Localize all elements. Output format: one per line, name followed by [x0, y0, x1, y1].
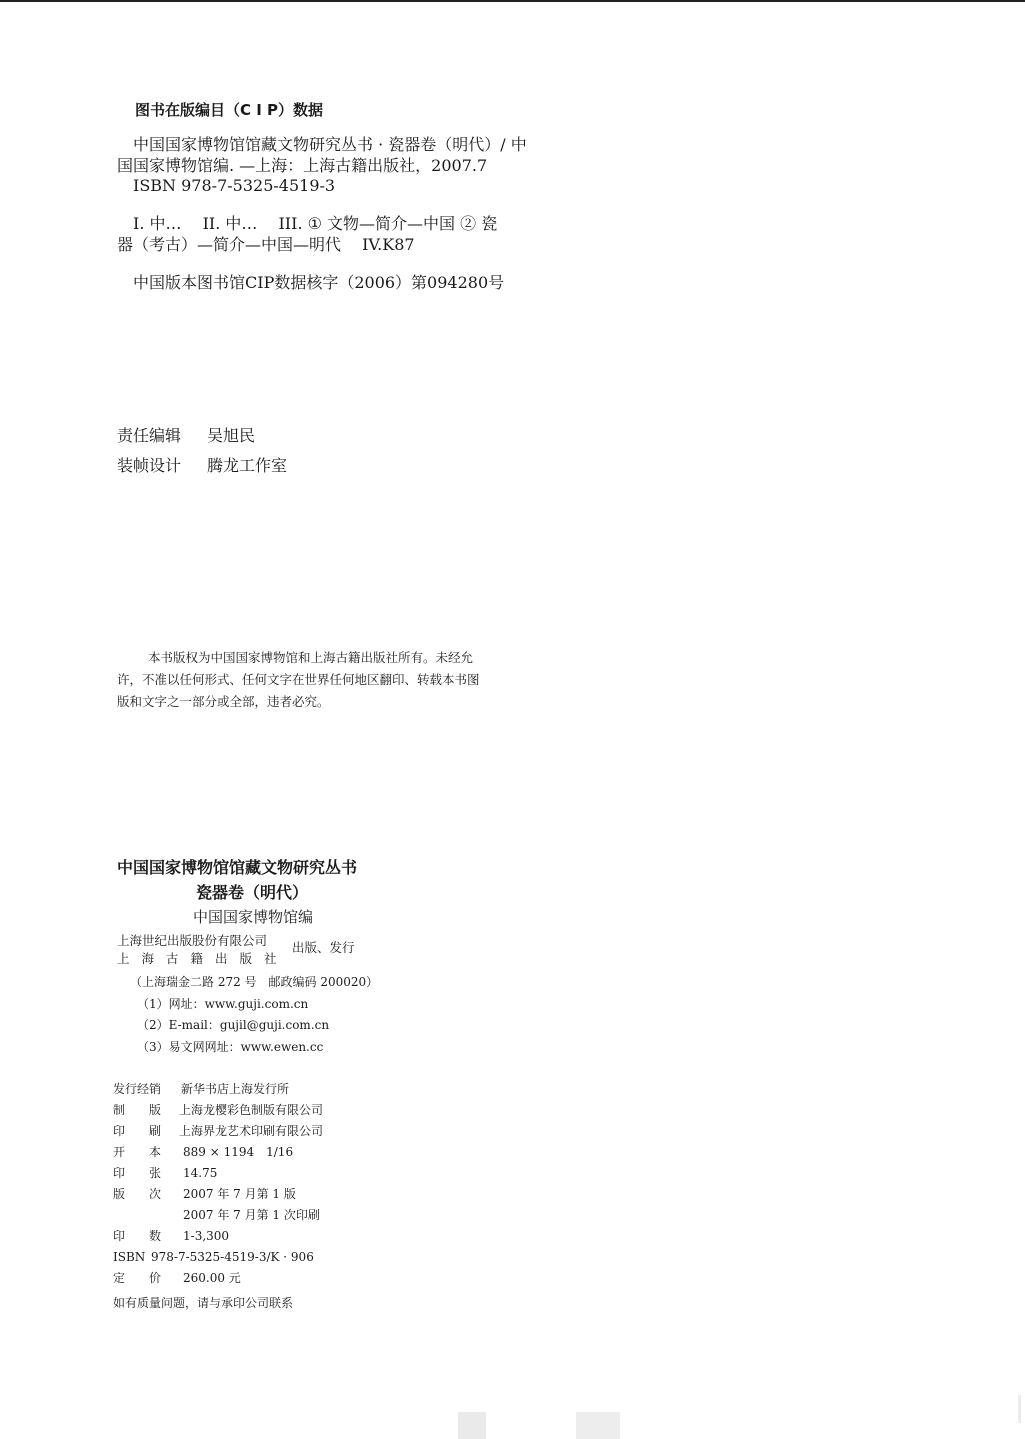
spec-value: 上海龙樱彩色制版有限公司 — [179, 1103, 324, 1117]
spec-label: 印 数 — [113, 1229, 162, 1243]
publisher-2: 上海古籍出版社 — [117, 951, 289, 966]
spec-label: 制 版 — [113, 1103, 162, 1117]
spec-value: 上海界龙艺术印刷有限公司 — [179, 1124, 324, 1138]
scan-top-border — [0, 0, 1025, 2]
copyright-line-1: 本书版权为中国国家博物馆和上海古籍出版社所有。未经允 — [148, 650, 474, 665]
spec-value: 2007 年 7 月第 1 版 — [183, 1187, 296, 1201]
cip-heading: 图书在版编目（C I P）数据 — [135, 101, 324, 119]
spec-label: ISBN — [113, 1250, 146, 1264]
spec-label: 发行经销 — [113, 1082, 162, 1096]
cip-line-1: 中国国家博物馆馆藏文物研究丛书 · 瓷器卷（明代）/ 中 — [133, 135, 527, 154]
spec-value: 889 × 1194 1/16 — [183, 1145, 294, 1159]
web-3: （3）易文网网址：www.ewen.cc — [137, 1040, 324, 1054]
cip-line-3: ISBN 978-7-5325-4519-3 — [133, 176, 336, 195]
publish-note: 出版、发行 — [292, 940, 355, 955]
spec-label: 开 本 — [113, 1145, 162, 1159]
address: （上海瑞金二路 272 号 邮政编码 200020） — [130, 975, 379, 989]
volume-title: 瓷器卷（明代） — [196, 883, 309, 902]
spec-label: 印 张 — [113, 1166, 162, 1180]
spec-value: 新华书店上海发行所 — [181, 1082, 290, 1096]
spec-label: 定 价 — [113, 1271, 162, 1285]
spec-label: 印 刷 — [113, 1124, 162, 1138]
design-label: 装帧设计 — [117, 456, 182, 475]
spec-value: 260.00 元 — [183, 1271, 241, 1285]
scan-artifact — [576, 1412, 620, 1439]
copyright-line-2: 许，不准以任何形式、任何文字在世界任何地区翻印、转载本书图 — [117, 672, 480, 687]
spec-value: 2007 年 7 月第 1 次印刷 — [183, 1208, 320, 1222]
scan-artifact — [1018, 1395, 1021, 1423]
scan-artifact — [458, 1412, 486, 1439]
cip-line-5: 器（考古）—简介—中国—明代 IV.K87 — [117, 235, 415, 254]
quality-note: 如有质量问题，请与承印公司联系 — [113, 1296, 294, 1310]
cip-verify-number: 中国版本图书馆CIP数据核字（2006）第094280号 — [133, 273, 505, 292]
web-1: （1）网址：www.guji.com.cn — [137, 997, 309, 1011]
design-value: 腾龙工作室 — [207, 456, 288, 475]
publisher-1: 上海世纪出版股份有限公司 — [117, 933, 268, 948]
editor-value: 吴旭民 — [207, 426, 256, 445]
copyright-line-3: 版和文字之一部分或全部，违者必究。 — [117, 694, 330, 709]
spec-value: 1-3,300 — [183, 1229, 230, 1243]
book-editor: 中国国家博物馆编 — [193, 908, 314, 926]
spec-value: 14.75 — [183, 1166, 218, 1180]
spec-label: 版 次 — [113, 1187, 162, 1201]
spec-value: 978-7-5325-4519-3/K · 906 — [151, 1250, 314, 1264]
cip-line-2: 国国家博物馆编. —上海：上海古籍出版社，2007.7 — [117, 156, 488, 175]
web-2: （2）E-mail：gujil@guji.com.cn — [137, 1018, 330, 1032]
cip-line-4: I. 中… II. 中… III. ① 文物—简介—中国 ② 瓷 — [133, 214, 498, 233]
editor-label: 责任编辑 — [117, 426, 182, 445]
series-title: 中国国家博物馆馆藏文物研究丛书 — [117, 858, 358, 877]
